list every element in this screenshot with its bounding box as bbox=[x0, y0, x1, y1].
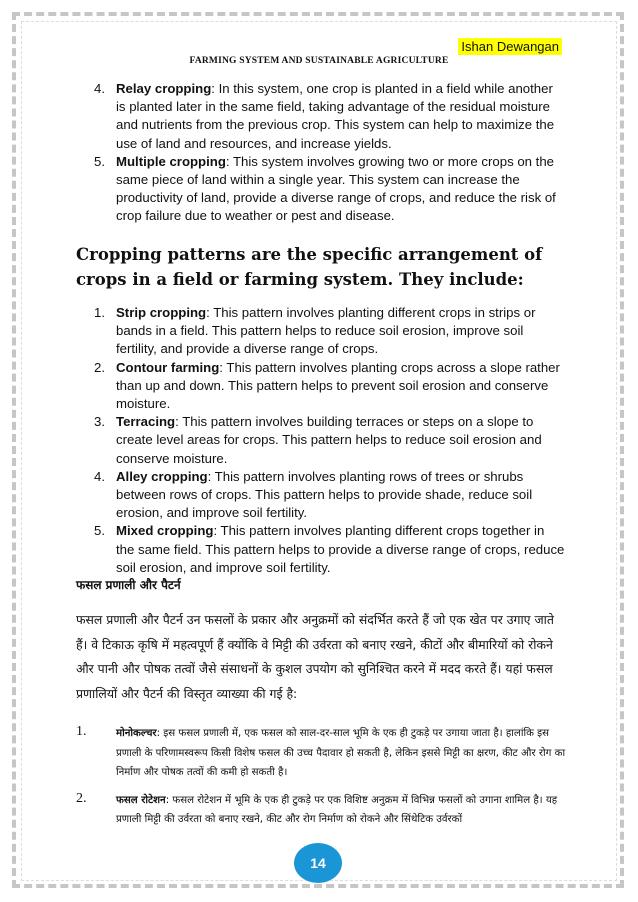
item-term: फसल रोटेशन bbox=[116, 794, 166, 806]
item-description: : This pattern involves planting rows of trees or shrubs between rows of crops. This pattern helps to provide shade, reduce soil erosion, and improve soil fertility. bbox=[116, 468, 533, 521]
item-description: : This pattern involves planting crops across a slope rather than up and down. This pattern helps to prevent soil erosion and conserve moisture. bbox=[116, 359, 560, 412]
item-description: : इस फसल प्रणाली में, एक फसल को साल-दर-साल भूमि के एक ही टुकड़े पर उगाया जाता है। हालांकि इस प्रणाली के परिणामस्वरूप किसी विशेष फसल की उच्च पैदावार हो सकती है, लेकिन इससे मिट्टी का क्षरण, कीट और रोग का निर्माण और पोषक तत्वों की कमी हो सकती है। bbox=[116, 728, 566, 778]
item-number: 4. bbox=[94, 468, 105, 484]
list-continued bbox=[82, 80, 562, 226]
item-description: : This pattern involves building terraces or steps on a slope to create level areas for crops. This pattern helps to reduce soil erosion and conserve moisture. bbox=[116, 414, 542, 466]
item-term: Contour farming bbox=[116, 359, 220, 375]
item-term: Multiple cropping bbox=[116, 153, 226, 169]
item-number: 1. bbox=[94, 305, 105, 320]
item-description: : फसल रोटेशन में भूमि के एक ही टुकड़े पर एक विशिष्ट अनुक्रम में विभिन्न फसलों को उगाना शामिल है। यह प्रणाली मिट्टी की उर्वरता को बनाए रखने, कीट और रोग निर्माण को रोकने और सिंथेटिक उर्वरकों bbox=[116, 794, 558, 825]
item-number: 4. bbox=[94, 81, 105, 96]
item-number: 5. bbox=[94, 153, 105, 169]
item-number: 2. bbox=[94, 359, 105, 375]
item-term: Relay cropping bbox=[116, 81, 212, 96]
item-number: 3. bbox=[94, 414, 105, 430]
section-heading: Cropping patterns are the specific arrangement of crops in a field or farming system. They include: bbox=[76, 245, 543, 289]
list-item bbox=[82, 522, 566, 577]
item-description: : In this system, one crop is planted in a field while another is planted later in the same field, taking advantage of the residual moisture and nutrients from the previous crop. This system can help to maximize the use of land and resources, and increase yields. bbox=[116, 81, 555, 151]
list-item bbox=[82, 153, 562, 226]
page-number-badge: 14 bbox=[294, 843, 342, 883]
hindi-list-item bbox=[76, 791, 566, 830]
list-item bbox=[82, 359, 566, 414]
hindi-list bbox=[76, 724, 566, 838]
list-item bbox=[82, 468, 566, 523]
hindi-list-item bbox=[76, 724, 566, 783]
item-number: 2. bbox=[76, 790, 87, 806]
item-term: Terracing bbox=[116, 414, 176, 430]
author-name: Ishan Dewangan bbox=[458, 38, 562, 55]
item-term: मोनोकल्चर bbox=[116, 728, 157, 739]
item-description: : This system involves growing two or more crops on the same piece of land within a single year. This system can increase the productivity of land, provide a diverse range of crops, and reduce the risk of crop failure due to weather or pest and disease. bbox=[116, 153, 556, 224]
item-term: Alley cropping bbox=[116, 468, 208, 484]
item-term: Strip cropping bbox=[116, 305, 207, 320]
cropping-patterns-list bbox=[82, 304, 566, 577]
item-number: 1. bbox=[76, 724, 87, 739]
hindi-section-title: फसल प्रणाली और पैटर्न bbox=[76, 578, 181, 592]
item-term: Mixed cropping bbox=[116, 523, 214, 539]
item-description: : This pattern involves planting different crops in strips or bands in a field. This pattern helps to reduce soil erosion, improve soil fertility, and provide a diverse range of crops. bbox=[116, 305, 536, 357]
hindi-paragraph: फसल प्रणाली और पैटर्न उन फसलों के प्रकार और अनुक्रमों को संदर्भित करते हैं जो एक खेत पर उगाए जाते हैं। वे टिकाऊ कृषि में महत्वपूर्ण हैं क्योंकि वे मिट्टी की उर्वरता को बनाए रखने, कीटों और बीमारियों को रोकने और पानी और पोषक तत्वों जैसे संसाधनों के कुशल उपयोग को सुनिश्चित करने में मदद करते हैं। यहां फसल प्रणालियों और पैटर्न की विस्तृत व्याख्या की गई है: bbox=[76, 612, 554, 701]
running-header: FARMING SYSTEM AND SUSTAINABLE AGRICULTURE bbox=[189, 56, 449, 66]
list-item bbox=[82, 304, 566, 359]
item-description: : This pattern involves planting different crops together in the same field. This pattern helps to provide a diverse range of crops, reduce soil erosion, and improve soil fertility. bbox=[116, 523, 565, 575]
list-item bbox=[82, 413, 566, 468]
item-number: 5. bbox=[94, 523, 105, 539]
list-item bbox=[82, 80, 562, 153]
